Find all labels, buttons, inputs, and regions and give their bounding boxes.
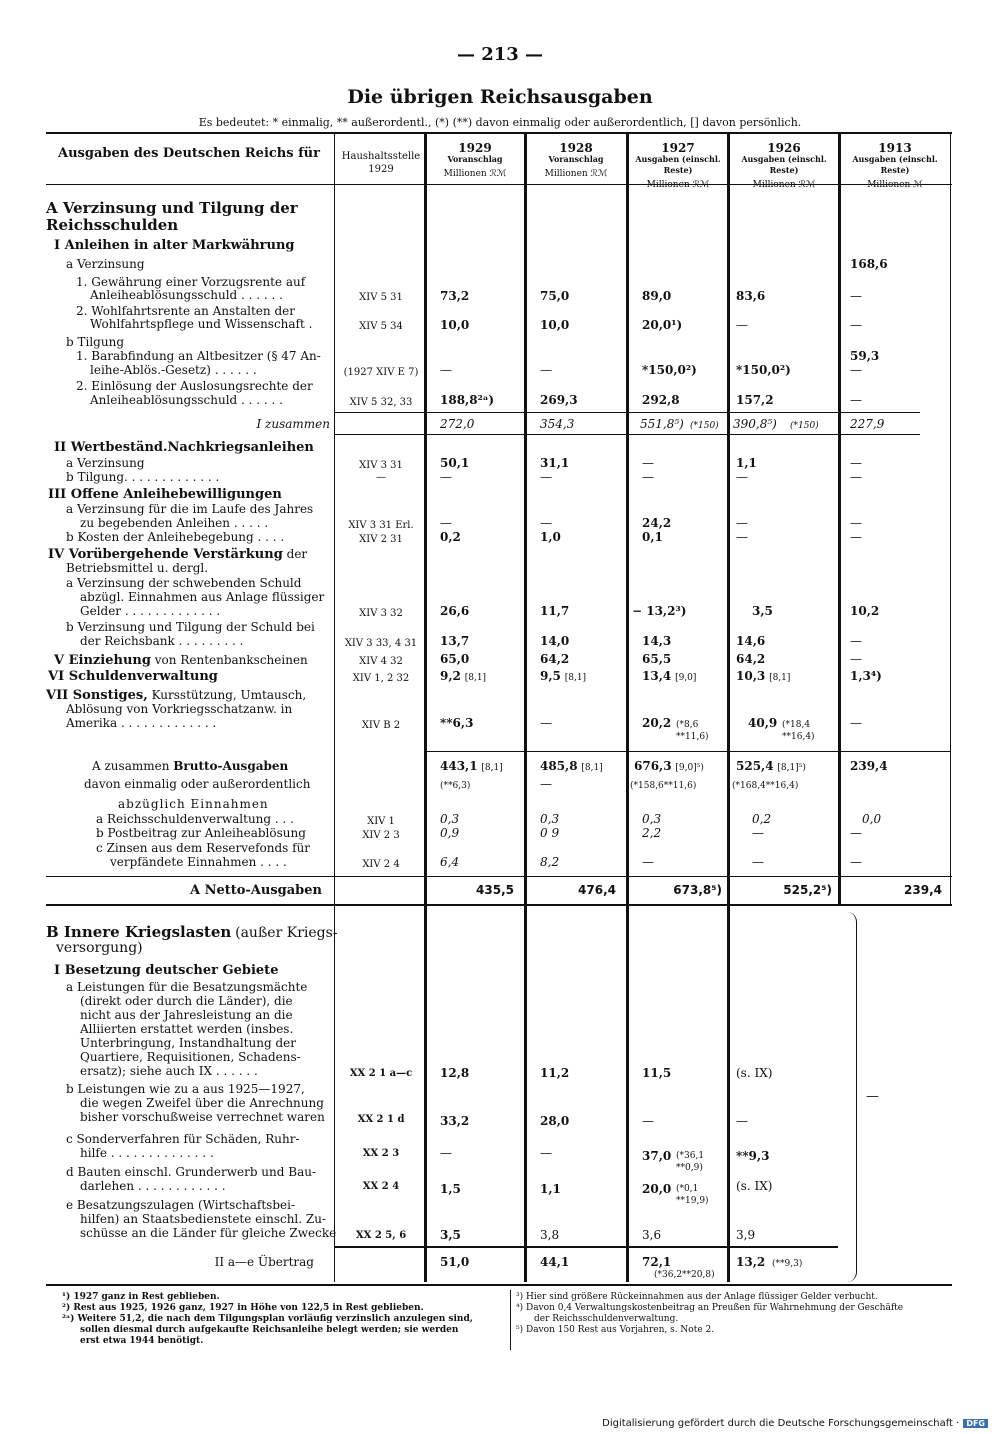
year: 1927 xyxy=(661,141,695,155)
a-i-a1-1927: 89,0 xyxy=(642,289,672,303)
a-iii-b-1926: — xyxy=(736,530,748,544)
a-vii-hh: XIV B 2 xyxy=(361,720,401,731)
a-ii-b-1913: — xyxy=(850,470,862,484)
a-i-a1-1929: 73,2 xyxy=(440,289,470,303)
einmalig-1927: (*158,6**11,6) xyxy=(630,781,697,791)
a-iii-a-1929: — xyxy=(440,516,452,530)
a-vi-1926-cell xyxy=(736,670,832,685)
footnote-4-line2: der Reichsschuldenverwaltung. xyxy=(534,1314,679,1324)
a-vi-1929-cell xyxy=(440,670,520,685)
a-vii-line xyxy=(46,688,334,703)
a-vii-1927: 20,2 xyxy=(642,716,672,730)
b-c-1928: — xyxy=(540,1146,552,1160)
a-i-b2-1913: — xyxy=(850,393,862,407)
table-bottom-rule xyxy=(46,1284,952,1286)
b-d-1927: 20,0 xyxy=(642,1182,672,1196)
a-iii-a-line2: zu begebenden Anleihen . . . . . xyxy=(80,516,269,530)
a-iii-title: III Offene Anleihebewilligungen xyxy=(48,487,282,502)
section-b-title xyxy=(46,923,338,941)
a-i-a1-1928: 75,0 xyxy=(540,289,570,303)
a-iv-title-line xyxy=(48,547,336,562)
brutto-1928-p: [8,1] xyxy=(581,763,603,773)
header-description: Ausgaben des Deutschen Reichs für xyxy=(58,146,320,161)
a-i-a2-1928: 10,0 xyxy=(540,318,570,332)
a-vi-1927-p: [9,0] xyxy=(675,673,697,683)
b-c-1929: — xyxy=(440,1146,452,1160)
b-d-line2: darlehen . . . . . . . . . . . . xyxy=(80,1179,226,1193)
b-c-line2: hilfe . . . . . . . . . . . . . . xyxy=(80,1146,214,1160)
a-ii-a-1913: — xyxy=(850,456,862,470)
b-a-line2: (direkt oder durch die Länder), die xyxy=(80,994,293,1008)
a-i-a1-1913: — xyxy=(850,289,862,303)
a-iii-b: b Kosten der Anleihebegebung . . . . xyxy=(66,530,285,544)
a-i-sum-1928: 354,3 xyxy=(540,417,575,431)
b-a-1929: 12,8 xyxy=(440,1066,470,1080)
year-sub: Ausgaben (einschl. Reste) xyxy=(741,154,827,175)
brutto-1928-cell xyxy=(540,760,620,775)
a-vi-1927-cell xyxy=(642,670,726,685)
a-vi-1929: 9,2 xyxy=(440,669,461,683)
a-vii-1926-note: (*18,4 xyxy=(782,720,811,730)
section-b-title-rest: (außer Kriegs- xyxy=(235,925,338,941)
header-1929 xyxy=(426,143,524,180)
a-i-b2-line2: Anleiheablösungsschuld . . . . . . xyxy=(90,393,283,407)
header-1928 xyxy=(527,143,625,180)
b-c-line1: c Sonderverfahren für Schäden, Ruhr- xyxy=(66,1132,300,1146)
einnahme-a-hh: XIV 1 xyxy=(367,816,395,827)
year-unit: Millionen ℛℳ xyxy=(544,169,608,179)
brutto-1929-cell xyxy=(440,760,520,775)
rule-col4 xyxy=(727,134,730,1282)
a-i-a2-1927: 20,0¹) xyxy=(642,318,683,332)
a-vii-1927-note: (*8,6 xyxy=(676,720,699,730)
brutto-label-b: Brutto-Ausgaben xyxy=(173,759,289,773)
year-sub: Ausgaben (einschl. Reste) xyxy=(635,154,721,175)
a-i-b1-line1: 1. Barabfindung an Altbesitzer (§ 47 An- xyxy=(76,349,321,363)
year: 1913 xyxy=(878,141,912,155)
a-ii-title: II Wertbeständ.Nachkriegsanleihen xyxy=(54,440,314,455)
a-v-1927: 65,5 xyxy=(642,652,672,666)
b-c-1927-note-2: **0,9) xyxy=(676,1163,703,1173)
einnahme-a-1926: 0,2 xyxy=(752,812,772,826)
b-b-1929: 33,2 xyxy=(440,1114,470,1128)
einmalig-1928: — xyxy=(540,777,552,791)
a-iv-title-rest: der xyxy=(286,547,308,561)
rule-col1 xyxy=(424,134,427,1282)
a-iv-b-1926: 14,6 xyxy=(736,634,766,648)
a-i-a2-line1: 2. Wohlfahrtsrente an Anstalten der xyxy=(76,304,295,318)
year-sub: Voranschlag xyxy=(447,154,503,164)
a-iv-a-1926: 3,5 xyxy=(752,604,773,618)
footnote-divider xyxy=(510,1290,511,1350)
uebertrag-1928: 44,1 xyxy=(540,1255,570,1269)
a-ii-b-1927: — xyxy=(642,470,654,484)
einnahme-b-1926: — xyxy=(752,826,764,840)
section-a-title: A Verzinsung und Tilgung der xyxy=(46,199,298,217)
a-iv-a-1928: 11,7 xyxy=(540,604,570,618)
brutto-label xyxy=(92,760,380,773)
brutto-1913: 239,4 xyxy=(850,759,888,773)
b-i-title: I Besetzung deutscher Gebiete xyxy=(54,963,279,978)
einnahme-c-1929: 6,4 xyxy=(440,855,460,869)
footnote-2a-line2: sollen diesmal durch aufgekaufte Reichsanleihe belegt werden; sie werden xyxy=(80,1325,459,1335)
a-iii-a-1913: — xyxy=(850,516,862,530)
dfg-credit xyxy=(602,1418,988,1429)
einnahme-a-1928: 0,3 xyxy=(540,812,560,826)
a-i-b-1913: 59,3 xyxy=(850,349,880,363)
a-v-1928: 64,2 xyxy=(540,652,570,666)
a-vi-1927: 13,4 xyxy=(642,669,672,683)
a-v-title: V Einziehung xyxy=(54,653,151,668)
footnote-2: ²) Rest aus 1925, 1926 ganz, 1927 in Höhe von 122,5 in Rest geblieben. xyxy=(62,1303,424,1313)
a-iv-a-line3: Gelder . . . . . . . . . . . . . xyxy=(80,604,221,618)
a-iv-line2: Betriebsmittel u. dergl. xyxy=(66,561,209,575)
section-a-title-2: Reichsschulden xyxy=(46,216,179,234)
brace-bracket xyxy=(842,912,857,1282)
netto-1929: 435,5 xyxy=(476,883,514,897)
a-vii-1928: — xyxy=(540,716,552,730)
a-i-sum-1927: 551,8⁵) xyxy=(640,417,684,431)
a-i-b1-hh: (1927 XIV E 7) xyxy=(343,367,419,378)
a-vi-hh: XIV 1, 2 32 xyxy=(352,673,410,684)
a-iv-b-hh: XIV 3 33, 4 31 xyxy=(344,638,418,649)
brutto-1926-p: [8,1]⁵) xyxy=(777,763,806,773)
dfg-logo: DFG xyxy=(963,1419,988,1428)
a-iii-a-1926: — xyxy=(736,516,748,530)
a-ii-a-1929: 50,1 xyxy=(440,456,470,470)
einnahme-b: b Postbeitrag zur Anleiheablösung xyxy=(96,826,306,840)
b-d-hh: XX 2 4 xyxy=(362,1181,400,1192)
a-iv-b-1928: 14,0 xyxy=(540,634,570,648)
einnahme-c-1913: — xyxy=(850,855,862,869)
a-iv-b-1913: — xyxy=(850,634,862,648)
uebertrag-label: II a—e Übertrag xyxy=(214,1255,314,1269)
a-iv-b-1927: 14,3 xyxy=(642,634,672,648)
a-vi-1913: 1,3⁴) xyxy=(850,669,882,683)
a-vi-1929-p: [8,1] xyxy=(464,673,487,683)
einnahme-c-hh: XIV 2 4 xyxy=(362,859,400,870)
a-iii-a-1927: 24,2 xyxy=(642,516,672,530)
a-iv-a-line1: a Verzinsung der schwebenden Schuld xyxy=(66,576,302,590)
a-i-b: b Tilgung xyxy=(66,335,124,349)
a-i-a2-1926: — xyxy=(736,318,748,332)
a-i-a2-hh: XIV 5 34 xyxy=(359,321,403,332)
a-i-b1-1928: — xyxy=(540,363,552,377)
brutto-1929: 443,1 xyxy=(440,759,478,773)
sum-rule-top xyxy=(334,412,920,413)
a-iv-a-1913: 10,2 xyxy=(850,604,880,618)
einnahme-c-1927: — xyxy=(642,855,654,869)
b-a-1928: 11,2 xyxy=(540,1066,570,1080)
a-v-rest: von Rentenbankscheinen xyxy=(154,653,308,667)
a-i-b1-1926: *150,0²) xyxy=(736,363,791,377)
brutto-1927-cell xyxy=(634,760,718,775)
a-i-b1-1927: *150,0²) xyxy=(642,363,697,377)
a-v-hh: XIV 4 32 xyxy=(359,656,403,667)
einmalig-label: davon einmalig oder außerordentlich xyxy=(84,777,311,791)
footnote-1: ¹) 1927 ganz in Rest geblieben. xyxy=(62,1292,220,1302)
rule-col5 xyxy=(838,134,841,904)
a-vii-1927-note-2: **11,6) xyxy=(676,732,709,742)
a-vii-title: VII Sonstiges, xyxy=(46,688,148,703)
einnahme-b-1928: 0 9 xyxy=(540,826,560,840)
page-number: — 213 — xyxy=(456,44,544,65)
a-iii-a-hh: XIV 3 31 Erl. xyxy=(348,520,414,531)
brutto-rule xyxy=(424,751,950,752)
a-ii-a-hh: XIV 3 31 xyxy=(359,460,403,471)
b-a-line5: Unterbringung, Instandhaltung der xyxy=(80,1036,296,1050)
a-v-line xyxy=(54,653,342,668)
a-i-b2-1928: 269,3 xyxy=(540,393,578,407)
b-d-1927-note: (*0,1 xyxy=(676,1184,699,1194)
a-i-b2-line1: 2. Einlösung der Auslosungsrechte der xyxy=(76,379,313,393)
a-vi-1926: 10,3 xyxy=(736,669,766,683)
brutto-1927: 676,3 xyxy=(634,759,672,773)
a-i-b2-hh: XIV 5 32, 33 xyxy=(349,397,413,408)
a-iii-b-1928: 1,0 xyxy=(540,530,561,544)
a-i-sum-1926: 390,8⁵) xyxy=(733,417,777,431)
brutto-label-a: A zusammen xyxy=(92,759,170,773)
year: 1929 xyxy=(458,141,492,155)
a-iv-a-line2: abzügl. Einnahmen aus Anlage flüssiger xyxy=(80,590,325,604)
uebertrag-1929: 51,0 xyxy=(440,1255,470,1269)
header-rule xyxy=(46,184,952,185)
netto-rule-bottom xyxy=(46,904,952,906)
a-ii-a-1926: 1,1 xyxy=(736,456,757,470)
einnahme-a-1927: 0,3 xyxy=(642,812,662,826)
page-title: Die übrigen Reichsausgaben xyxy=(347,86,653,108)
b-a-line7: ersatz); siehe auch IX . . . . . . xyxy=(80,1064,258,1078)
b-b-1928: 28,0 xyxy=(540,1114,570,1128)
year-unit: Millionen ℛℳ xyxy=(646,180,710,190)
section-b-title-main: B Innere Kriegslasten xyxy=(46,923,232,941)
b-a-line3: nicht aus der Jahresleistung an die xyxy=(80,1008,293,1022)
a-vii-1929: **6,3 xyxy=(440,716,474,730)
b-a-line1: a Leistungen für die Besatzungsmächte xyxy=(66,980,308,994)
b-d-line1: d Bauten einschl. Grunderwerb und Bau- xyxy=(66,1165,317,1179)
a-iv-a-hh: XIV 3 32 xyxy=(359,608,403,619)
a-vi-1928-p: [8,1] xyxy=(564,673,587,683)
a-ii-b: b Tilgung. . . . . . . . . . . . . xyxy=(66,470,220,484)
b-d-1927-note-2: **19,9) xyxy=(676,1196,709,1206)
a-vii-1926: 40,9 xyxy=(748,716,778,730)
a-i-a-1913: 168,6 xyxy=(850,257,888,271)
a-i-a1-line2: Anleiheablösungsschuld . . . . . . xyxy=(90,288,283,302)
netto-rule-top xyxy=(46,876,952,877)
b-e-hh: XX 2 5, 6 xyxy=(355,1230,407,1241)
a-iii-b-hh: XIV 2 31 xyxy=(359,534,403,545)
netto-1926: 525,2⁵) xyxy=(783,883,832,897)
b-brace-value: — xyxy=(866,1089,879,1104)
a-i-sum-1927-note: (*150) xyxy=(690,421,719,431)
einnahme-c-line2: verpfändete Einnahmen . . . . xyxy=(110,855,287,869)
a-vi-1928-cell xyxy=(540,670,620,685)
einmalig-1926: (*168,4**16,4) xyxy=(732,781,799,791)
a-i-b1-1913: — xyxy=(850,363,862,377)
b-d-1929: 1,5 xyxy=(440,1182,461,1196)
uebertrag-1927-note: (*36,2**20,8) xyxy=(654,1270,715,1280)
uebertrag-1926: 13,2 xyxy=(736,1255,766,1269)
a-ii-b-1928: — xyxy=(540,470,552,484)
legend-note: Es bedeutet: * einmalig, ** außerordentl., (*) (**) davon einmalig oder außerordentlich, [] davon persönlich. xyxy=(198,116,802,129)
einnahme-b-hh: XIV 2 3 xyxy=(362,830,400,841)
netto-1927: 673,8⁵) xyxy=(673,883,722,897)
a-iv-title: IV Vorübergehende Verstärkung xyxy=(48,547,283,562)
b-c-1927-note: (*36,1 xyxy=(676,1151,705,1161)
a-vi-title: VI Schuldenverwaltung xyxy=(48,669,218,684)
b-a-1926: (s. IX) xyxy=(736,1066,773,1080)
a-i-sum-1926-note: (*150) xyxy=(790,421,819,431)
a-iv-b-line2: der Reichsbank . . . . . . . . . xyxy=(80,634,244,648)
abzueglich-label: abzüglich Einnahmen xyxy=(118,797,269,811)
a-iii-b-1913: — xyxy=(850,530,862,544)
b-a-1927: 11,5 xyxy=(642,1066,672,1080)
section-b-title-2: versorgung) xyxy=(56,940,143,956)
b-d-1926: (s. IX) xyxy=(736,1179,773,1193)
year: 1926 xyxy=(767,141,801,155)
brutto-1926-cell xyxy=(736,760,832,775)
a-i-b2-1926: 157,2 xyxy=(736,393,774,407)
footnote-2a: ²ᵃ) Weitere 51,2, die nach dem Tilgungsplan vorläufig verzinslich anzulegen sind, xyxy=(62,1314,473,1324)
a-ii-a: a Verzinsung xyxy=(66,456,145,470)
brutto-1926: 525,4 xyxy=(736,759,774,773)
a-ii-b-hh: — xyxy=(376,472,386,483)
b-e-1926: 3,9 xyxy=(736,1228,756,1242)
b-b-1927: — xyxy=(642,1114,654,1128)
brutto-1928: 485,8 xyxy=(540,759,578,773)
b-e-line1: e Besatzungszulagen (Wirtschaftsbei- xyxy=(66,1198,296,1212)
netto-1913: 239,4 xyxy=(904,883,942,897)
a-i-a1-1926: 83,6 xyxy=(736,289,766,303)
netto-label: A Netto-Ausgaben xyxy=(189,883,322,898)
a-vii-1926-note-2: **16,4) xyxy=(782,732,815,742)
rule-col3 xyxy=(626,134,629,1282)
footnote-5: ⁵) Davon 150 Rest aus Vorjahren, s. Note 2. xyxy=(516,1325,715,1335)
a-i-sum-1929: 272,0 xyxy=(440,417,475,431)
b-b-line1: b Leistungen wie zu a aus 1925—1927, xyxy=(66,1082,305,1096)
brutto-1929-p: [8,1] xyxy=(481,763,503,773)
b-c-hh: XX 2 3 xyxy=(362,1148,400,1159)
b-a-line6: Quartiere, Requisitionen, Schadens- xyxy=(80,1050,301,1064)
header-haushaltsstelle: Haushaltsstelle 1929 xyxy=(341,151,421,175)
einmalig-1929: (**6,3) xyxy=(440,781,471,791)
rule-right xyxy=(950,134,951,904)
a-i-a1-line1: 1. Gewährung einer Vorzugsrente auf xyxy=(76,275,306,289)
a-i-sum-label: I zusammen xyxy=(256,417,330,431)
b-b-hh: XX 2 1 d xyxy=(357,1114,405,1125)
a-vii-line2: Ablösung von Vorkriegsschatzanw. in xyxy=(66,702,293,716)
einnahme-c-1926: — xyxy=(752,855,764,869)
year: 1928 xyxy=(559,141,593,155)
a-i-a2-1913: — xyxy=(850,318,862,332)
a-i-a1-hh: XIV 5 31 xyxy=(359,292,403,303)
a-i-a2-1929: 10,0 xyxy=(440,318,470,332)
netto-1928: 476,4 xyxy=(578,883,616,897)
uebertrag-1927: 72,1 xyxy=(642,1255,672,1269)
a-v-1926: 64,2 xyxy=(736,652,766,666)
footnote-4: ⁴) Davon 0,4 Verwaltungskostenbeitrag an Preußen für Wahrnehmung der Geschäfte xyxy=(516,1303,904,1313)
b-a-hh: XX 2 1 a—c xyxy=(349,1068,413,1079)
a-i-title: I Anleihen in alter Markwährung xyxy=(54,238,295,253)
a-ii-a-1927: — xyxy=(642,456,654,470)
b-e-1927: 3,6 xyxy=(642,1228,662,1242)
footnote-3: ³) Hier sind größere Rückeinnahmen aus der Anlage flüssiger Gelder verbucht. xyxy=(516,1292,878,1302)
brutto-1927-p: [9,0]⁵) xyxy=(675,763,704,773)
a-iii-a-1928: — xyxy=(540,516,552,530)
b-e-line2: hilfen) an Staatsbedienstete einschl. Zu- xyxy=(80,1212,327,1226)
a-i-b2-1927: 292,8 xyxy=(642,393,680,407)
a-iii-a-line1: a Verzinsung für die im Laufe des Jahres xyxy=(66,502,314,516)
b-a-line4: Alliierten erstattet werden (insbes. xyxy=(80,1022,294,1036)
a-vii-1913: — xyxy=(850,716,862,730)
a-iii-b-1927: 0,1 xyxy=(642,530,663,544)
einnahme-b-1929: 0,9 xyxy=(440,826,460,840)
a-i-sum-1913: 227,9 xyxy=(850,417,885,431)
a-vi-1928: 9,5 xyxy=(540,669,561,683)
einnahme-b-1913: — xyxy=(850,826,862,840)
uebertrag-rule-top xyxy=(334,1246,838,1248)
einnahme-c-line1: c Zinsen aus dem Reservefonds für xyxy=(96,841,311,855)
a-iv-a-1927: − 13,2³) xyxy=(632,604,687,618)
year-unit: Millionen ℛℳ xyxy=(443,169,507,179)
footnote-2a-line3: erst etwa 1944 benötigt. xyxy=(80,1336,204,1346)
a-vii-rest: Kursstützung, Umtausch, xyxy=(151,688,307,702)
sum-rule-bottom xyxy=(334,434,920,435)
a-iv-a-1929: 26,6 xyxy=(440,604,470,618)
b-d-1928: 1,1 xyxy=(540,1182,561,1196)
a-v-1929: 65,0 xyxy=(440,652,470,666)
a-i-b2-1929: 188,8²ᵃ) xyxy=(440,393,495,407)
b-e-line3: schüsse an die Länder für gleiche Zwecke xyxy=(80,1226,337,1240)
b-b-line3: bisher vorschußweise verrechnet waren xyxy=(80,1110,325,1124)
a-i-a2-line2: Wohlfahrtspflege und Wissenschaft . xyxy=(90,317,313,331)
b-e-1929: 3,5 xyxy=(440,1228,461,1242)
b-b-line2: die wegen Zweifel über die Anrechnung xyxy=(80,1096,324,1110)
uebertrag-1926-note: (**9,3) xyxy=(772,1259,803,1269)
a-iii-b-1929: 0,2 xyxy=(440,530,461,544)
einnahme-a-1929: 0,3 xyxy=(440,812,460,826)
einnahme-b-1927: 2,2 xyxy=(642,826,662,840)
a-i-a: a Verzinsung xyxy=(66,257,145,271)
year-unit: Millionen ℳ xyxy=(867,180,923,190)
einnahme-c-1928: 8,2 xyxy=(540,855,560,869)
a-ii-b-1929: — xyxy=(440,470,452,484)
b-b-1926: — xyxy=(736,1114,748,1128)
a-ii-a-1928: 31,1 xyxy=(540,456,570,470)
a-ii-b-1926: — xyxy=(736,470,748,484)
a-vii-line3: Amerika . . . . . . . . . . . . . xyxy=(66,716,217,730)
b-e-1928: 3,8 xyxy=(540,1228,560,1242)
year-unit: Millionen ℛℳ xyxy=(752,180,816,190)
a-vi-1926-p: [8,1] xyxy=(769,673,791,683)
b-c-1927: 37,0 xyxy=(642,1149,672,1163)
einnahme-a: a Reichsschuldenverwaltung . . . xyxy=(96,812,294,826)
rule-col2 xyxy=(524,134,527,1282)
a-i-b1-1929: — xyxy=(440,363,452,377)
einnahme-a-1913: 0,0 xyxy=(862,812,882,826)
a-v-1913: — xyxy=(850,652,862,666)
b-c-1926: **9,3 xyxy=(736,1149,770,1163)
credit-text: Digitalisierung gefördert durch die Deutsche Forschungsgemeinschaft · xyxy=(602,1418,960,1429)
year-sub: Voranschlag xyxy=(548,154,604,164)
year-sub: Ausgaben (einschl. Reste) xyxy=(852,154,938,175)
top-rule xyxy=(46,132,952,134)
a-iv-b-1929: 13,7 xyxy=(440,634,470,648)
a-i-b1-line2: leihe-Ablös.-Gesetz) . . . . . . xyxy=(90,363,257,377)
a-iv-b-line1: b Verzinsung und Tilgung der Schuld bei xyxy=(66,620,315,634)
